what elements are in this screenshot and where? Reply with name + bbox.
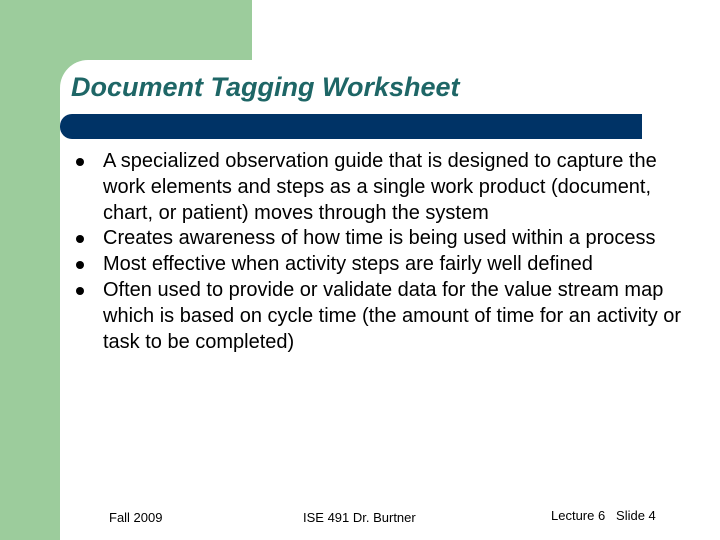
- bullet-item: [76, 278, 686, 355]
- bullet-text: A specialized observation guide that is designed to capture the work elements and steps as a single work product (document, chart, or patient) moves through the system: [103, 150, 657, 224]
- bullet-icon: [76, 235, 84, 243]
- bullet-item: [76, 226, 686, 252]
- bullet-list: [76, 149, 686, 355]
- bullet-icon: [76, 261, 84, 269]
- title-underline-bar: [60, 114, 642, 139]
- bullet-text: Creates awareness of how time is being used within a process: [103, 227, 656, 250]
- bullet-icon: [76, 158, 84, 166]
- bullet-text: Most effective when activity steps are fairly well defined: [103, 253, 593, 276]
- footer-course: ISE 491 Dr. Burtner: [303, 510, 416, 525]
- slide-title: Document Tagging Worksheet: [71, 72, 460, 102]
- footer-slide-number: Lecture 6 Slide 4: [551, 508, 656, 523]
- bullet-item: [76, 252, 686, 278]
- bullet-text: Often used to provide or validate data for the value stream map which is based on cycle time (the amount of time for an activity or task to be completed): [103, 278, 682, 353]
- bullet-item: [76, 149, 686, 226]
- bullet-icon: [76, 287, 84, 295]
- footer-date: Fall 2009: [109, 510, 163, 525]
